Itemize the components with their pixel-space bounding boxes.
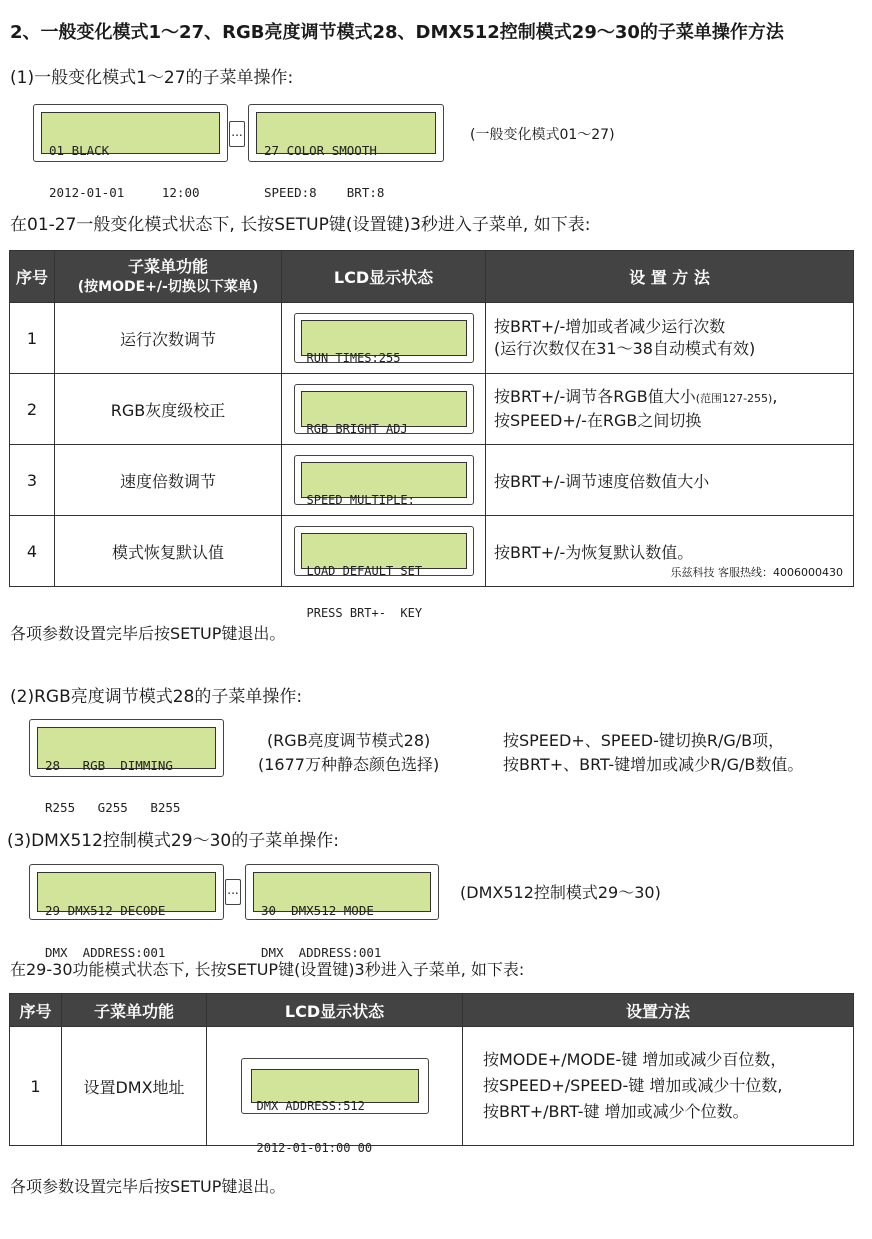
row-lcd [282, 445, 486, 516]
lcd-screen [256, 112, 436, 200]
lcd-line-2: PRESS BRT+- KEY [306, 606, 423, 620]
method-text: 按BRT+/-调节各RGB值大小 [494, 387, 696, 406]
table-header-row [10, 251, 854, 303]
mode28-desc-line1: 按SPEED+、SPEED-键切换R/G/B项， [503, 731, 785, 750]
lcd-load-default [294, 526, 474, 620]
method-line-1: 按BRT+/-增加或者减少运行次数 [494, 317, 726, 336]
row-no: 2 [10, 374, 55, 445]
lcd-line-2: R255 G255 B255 [45, 800, 181, 815]
header-lcd: LCD显示状态 [207, 994, 463, 1027]
section1-title: (1)一般变化模式1～27的子菜单操作: [10, 68, 294, 88]
mode28-label [258, 729, 439, 777]
lcd-line-1: 28 RGB DIMMING [45, 758, 173, 773]
row-no: 1 [10, 1027, 62, 1146]
table-row [10, 445, 854, 516]
method-range: (范围127-255) [695, 392, 773, 405]
table-row [10, 374, 854, 445]
method-line-1 [494, 386, 853, 410]
table-row [10, 516, 854, 587]
mode28-description [503, 729, 803, 777]
header-function [55, 251, 282, 303]
lcd-screen [37, 872, 216, 960]
lcd-line-2: SPEED:8 BRT:8 [264, 185, 385, 200]
row-function: 运行次数调节 [55, 303, 282, 374]
submenu-table-1 [9, 250, 854, 620]
method-comma: , [772, 387, 778, 406]
method-line-2: (运行次数仅在31～38自动模式有效) [494, 339, 756, 358]
row-function: 设置DMX地址 [62, 1027, 207, 1146]
lcd-screen [37, 727, 216, 815]
section3-title: (3)DMX512控制模式29～30的子菜单操作: [7, 831, 339, 851]
lcd-rgb-bright [294, 384, 474, 434]
row-method [486, 303, 854, 374]
row-method [486, 445, 854, 516]
row-no: 3 [10, 445, 55, 516]
hotline-text: 乐兹科技 客服热线：4006000430 [670, 566, 843, 579]
header-method: 设 置 方 法 [486, 251, 854, 303]
row-function: RGB灰度级校正 [55, 374, 282, 445]
lcd-line-1: DMX ADDRESS:512 [256, 1099, 365, 1113]
table-header-row [10, 994, 854, 1027]
lcd-screen [301, 320, 467, 365]
section1-exit-note: 各项参数设置完毕后按SETUP键退出。 [10, 624, 286, 643]
section1-intro: 在01-27一般变化模式状态下, 长按SETUP键(设置键)3秒进入子菜单, 如下表: [10, 215, 591, 235]
mode28-label-line2: (1677万种静态颜色选择) [258, 755, 440, 774]
lcd-line-2: DMX ADDRESS:001 [261, 945, 382, 960]
lcd-line-1: RUN TIMES:255 [306, 351, 401, 365]
dmx-mode-range-label: (DMX512控制模式29～30) [460, 883, 661, 902]
lcd-mode-01 [33, 104, 228, 200]
section2-title: (2)RGB亮度调节模式28的子菜单操作: [10, 687, 303, 707]
header-function-line2: (按MODE+/-切换以下菜单) [77, 278, 259, 295]
method-line-1: 按MODE+/MODE-键 增加或减少百位数， [483, 1050, 787, 1069]
lcd-line-2: DMX ADDRESS:001 [45, 945, 166, 960]
section3-exit-note: 各项参数设置完毕后按SETUP键退出。 [10, 1177, 286, 1196]
header-function-line1: 子菜单功能 [127, 256, 208, 276]
lcd-screen [301, 533, 467, 620]
submenu-table-2 [9, 993, 854, 1155]
lcd-line-2: 2012-01-01 12:00 [49, 185, 200, 200]
row-lcd [282, 516, 486, 620]
method-line-1: 按BRT+/-为恢复默认数值。 [494, 542, 694, 562]
lcd-line-1: 27 COLOR SMOOTH [264, 143, 377, 158]
lcd-mode-27 [248, 104, 444, 200]
lcd-run-times [294, 313, 474, 363]
method-line-1: 按BRT+/-调节速度倍数值大小 [494, 471, 710, 491]
header-function: 子菜单功能 [62, 994, 207, 1027]
lcd-screen [301, 391, 467, 436]
mode28-desc-line2: 按BRT+、BRT-键增加或减少R/G/B数值。 [503, 755, 804, 774]
row-method [463, 1027, 854, 1146]
ellipsis-connector: ... [229, 121, 245, 147]
row-function: 速度倍数调节 [55, 445, 282, 516]
lcd-screen [41, 112, 220, 200]
page-heading: 2、一般变化模式1～27、RGB亮度调节模式28、DMX512控制模式29～30的子菜单操作方法 [10, 22, 784, 43]
row-lcd [282, 374, 486, 445]
lcd-line-2: 2012-01-01:00 00 [256, 1141, 373, 1155]
method-line-3: 按BRT+/BRT-键 增加或减少个位数。 [483, 1102, 749, 1121]
header-no: 序号 [10, 994, 62, 1027]
row-no: 1 [10, 303, 55, 374]
header-method: 设置方法 [463, 994, 854, 1027]
lcd-screen [253, 872, 431, 960]
header-no: 序号 [10, 251, 55, 303]
lcd-mode-30 [245, 864, 439, 960]
lcd-speed-multiple [294, 455, 474, 505]
row-lcd [207, 1027, 463, 1155]
lcd-screen [301, 462, 467, 507]
lcd-mode-28 [29, 719, 224, 815]
section3-intro: 在29-30功能模式状态下, 长按SETUP键(设置键)3秒进入子菜单, 如下表: [10, 960, 525, 979]
mode28-label-line1: (RGB亮度调节模式28) [266, 731, 431, 750]
table-row [10, 303, 854, 374]
method-line-2: 按SPEED+/-在RGB之间切换 [494, 411, 702, 430]
lcd-line-1: 29 DMX512 DECODE [45, 903, 166, 918]
method-line-2: 按SPEED+/SPEED-键 增加或减少十位数, [483, 1076, 783, 1095]
row-lcd [282, 303, 486, 374]
mode-range-label: (一般变化模式01～27) [470, 127, 615, 143]
row-method [486, 374, 854, 445]
lcd-screen [251, 1069, 419, 1155]
row-function: 模式恢复默认值 [55, 516, 282, 587]
lcd-line-1: RGB BRIGHT ADJ [306, 422, 408, 436]
lcd-line-1: SPEED MULTIPLE: [306, 493, 415, 507]
row-method [486, 516, 854, 587]
lcd-line-1: LOAD DEFAULT SET [306, 564, 423, 578]
table-row [10, 1027, 854, 1146]
lcd-line-1: 30 DMX512 MODE [261, 903, 374, 918]
ellipsis-connector: ... [225, 879, 241, 905]
lcd-line-1: 01 BLACK [49, 143, 110, 158]
lcd-mode-29 [29, 864, 224, 960]
header-lcd: LCD显示状态 [282, 251, 486, 303]
row-no: 4 [10, 516, 55, 587]
lcd-dmx-address [241, 1058, 429, 1155]
